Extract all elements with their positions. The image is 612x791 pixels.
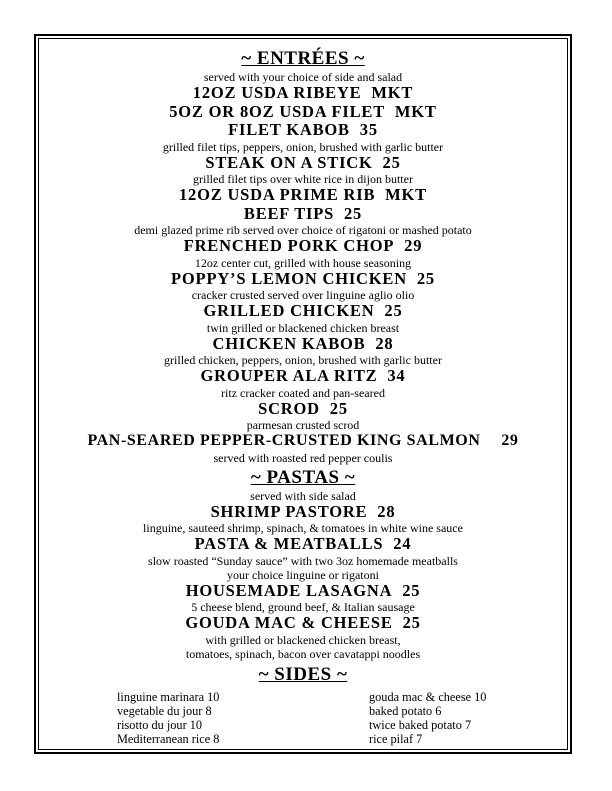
item-price: 28 <box>377 501 396 521</box>
side-item: baked potato 6 <box>369 703 442 718</box>
menu-item <box>40 335 566 354</box>
menu-item <box>40 154 566 173</box>
item-description: twin grilled or blackened chicken breast <box>206 320 400 335</box>
item-name: 12OZ USDA PRIME RIB <box>179 185 376 204</box>
item-name: HOUSEMADE LASAGNA <box>185 580 393 600</box>
item-name: GOUDA MAC & CHEESE <box>185 613 393 632</box>
item-name: FRENCHED PORK CHOP <box>183 236 395 255</box>
item-price: 25 <box>382 152 401 172</box>
item-price: 35 <box>359 120 378 139</box>
sides-column-left <box>117 690 219 747</box>
menu-item <box>40 186 566 205</box>
item-name: PASTA & MEATBALLS <box>194 534 384 553</box>
menu-item <box>40 84 566 103</box>
item-price: 25 <box>416 268 435 288</box>
item-description: 12oz center cut, grilled with house seasoning <box>194 255 412 270</box>
item-name: POPPY’S LEMON CHICKEN <box>171 268 407 288</box>
item-name: SCROD <box>258 398 320 418</box>
item-description: grilled filet tips over white rice in dijon butter <box>193 172 413 186</box>
item-name: PAN-SEARED PEPPER-CRUSTED KING SALMON <box>87 432 481 449</box>
item-description: linguine, sauteed shrimp, spinach, & tomatoes in white wine sauce <box>143 521 463 535</box>
item-description: grilled filet tips, peppers, onion, brushed with garlic butter <box>162 139 444 154</box>
item-name: 12OZ USDA RIBEYE <box>192 83 362 102</box>
side-item: gouda mac & cheese 10 <box>369 689 487 704</box>
item-description: served with roasted red pepper coulis <box>213 450 393 465</box>
entrees-title: ~ ENTRÉES ~ <box>241 48 365 69</box>
item-price: 29 <box>404 236 423 255</box>
item-price: 29 <box>501 432 519 449</box>
side-item: rice pilaf 7 <box>369 732 423 747</box>
item-name: STEAK ON A STICK <box>205 152 373 172</box>
side-item: linguine marinara 10 <box>117 689 220 704</box>
menu-item <box>40 614 566 633</box>
item-description: slow roasted “Sunday sauce” with two 3oz homemade meatballs <box>148 553 458 568</box>
sides-list <box>103 690 503 750</box>
item-price: MKT <box>371 83 414 102</box>
side-item: twice baked potato 7 <box>369 718 472 733</box>
item-price: 25 <box>384 301 403 320</box>
item-price: 25 <box>402 580 421 600</box>
item-price: MKT <box>394 101 437 121</box>
menu-item <box>40 367 566 386</box>
item-description: ritz cracker coated and pan-seared <box>221 385 385 400</box>
menu-item <box>40 400 566 419</box>
side-item: vegetable du jour 8 <box>117 703 212 718</box>
item-description: grilled chicken, peppers, onion, brushed with garlic butter <box>164 353 442 367</box>
item-description: 5 cheese blend, ground beef, & Italian sausage <box>191 600 415 614</box>
item-price: 25 <box>343 203 363 223</box>
pastas-section <box>40 467 566 661</box>
sides-section <box>40 664 566 750</box>
item-name: CHICKEN KABOB <box>212 333 366 353</box>
menu-item <box>40 103 566 122</box>
menu-item <box>40 535 566 554</box>
item-name: GROUPER ALA RITZ <box>200 366 378 385</box>
side-item: risotto du jour 10 <box>117 718 203 733</box>
entrees-note: served with your choice of side and salad <box>203 70 403 84</box>
item-name: BEEF TIPS <box>243 203 335 223</box>
pastas-note: served with side salad <box>250 488 356 503</box>
item-description: demi glazed prime rib served over choice of rigatoni or mashed potato <box>134 223 472 237</box>
sides-title: ~ SIDES ~ <box>258 663 348 685</box>
item-name: SHRIMP PASTORE <box>210 501 368 521</box>
item-description: parmesan crusted scrod <box>246 418 360 432</box>
item-price: 24 <box>393 534 412 553</box>
item-name: FILET KABOB <box>228 120 350 139</box>
item-price: 34 <box>387 366 406 385</box>
menu-item <box>40 237 566 256</box>
menu-item <box>40 205 566 224</box>
entrees-section <box>40 48 566 465</box>
sides-column-right <box>369 690 486 747</box>
item-price: 28 <box>375 333 394 353</box>
item-description-line2: tomatoes, spinach, bacon over cavatappi noodles <box>185 646 421 661</box>
menu-item <box>40 121 566 140</box>
item-price: MKT <box>385 185 427 204</box>
item-description: with grilled or blackened chicken breast, <box>205 632 401 647</box>
menu-item <box>40 503 566 522</box>
item-name: GRILLED CHICKEN <box>203 301 375 320</box>
menu-item <box>40 302 566 321</box>
item-name: 5OZ OR 8OZ USDA FILET <box>169 101 386 121</box>
side-item: Mediterranean rice 8 <box>117 732 220 747</box>
item-description: cracker crusted served over linguine aglio olio <box>191 288 415 302</box>
menu-item <box>40 270 566 289</box>
item-description-line2: your choice linguine or rigatoni <box>227 567 379 582</box>
item-price: 25 <box>402 613 421 632</box>
item-price: 25 <box>329 398 348 418</box>
menu-item <box>40 432 566 451</box>
menu-item <box>40 582 566 601</box>
pastas-title: ~ PASTAS ~ <box>250 466 356 488</box>
menu-content <box>40 48 566 750</box>
